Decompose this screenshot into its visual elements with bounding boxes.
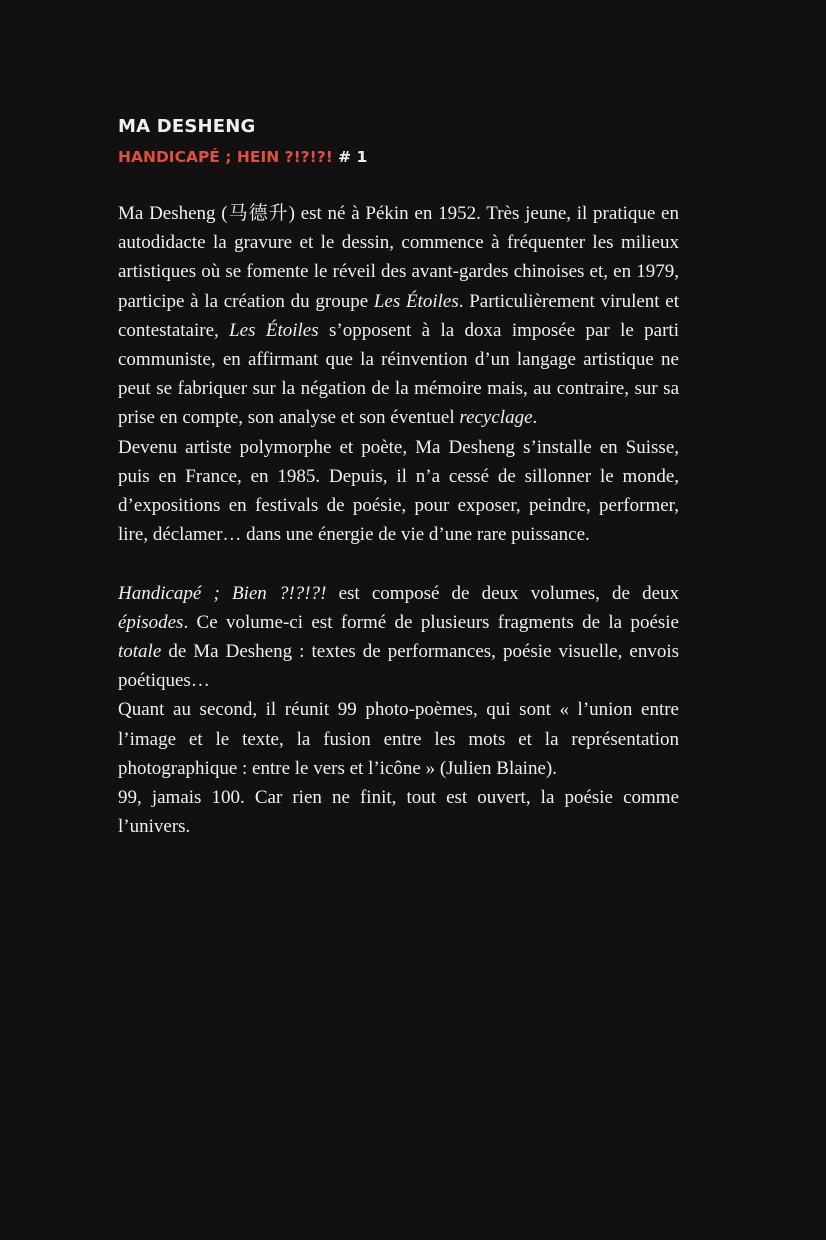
text-run: s’opposent à la doxa imposée par le parti communiste, en affirmant que la réinvention d’un langage artistique ne peut se fabriquer sur la négation de la mémoire mais, au contraire, sur sa prise en compte, son analyse et son éventuel bbox=[118, 319, 679, 429]
emphasis: recyclage bbox=[459, 407, 533, 429]
biography-paragraph-2: Devenu artiste polymorphe et poète, Ma Desheng s’installe en Suisse, puis en France, en 1985. Depuis, il n’a cessé de sillonner le monde, d’expositions en festivals de poésie, pour exposer, peindre, performer, lire, déclamer… dans une énergie de vie d’une rare puissance. bbox=[118, 436, 679, 546]
description-paragraph-3: 99, jamais 100. Car rien ne finit, tout est ouvert, la poésie comme l’univers. bbox=[118, 787, 679, 838]
description-paragraph-1 bbox=[118, 579, 679, 696]
group-name: Les Étoiles bbox=[373, 290, 459, 312]
book-title: HANDICAPÉ ; HEIN ?!?!?! bbox=[118, 148, 333, 166]
group-name: Les Étoiles bbox=[229, 319, 319, 341]
text-run: de Ma Desheng : textes de performances, poésie visuelle, envois poétiques… bbox=[118, 641, 679, 692]
description-paragraph-2: Quant au second, il réunit 99 photo-poèmes, qui sont « l’union entre l’image et le texte, la fusion entre les mots et la représentation photographique : entre le vers et l’icône » (Julien Blaine). bbox=[118, 699, 679, 779]
biography-section bbox=[118, 199, 679, 549]
volume-number: # 1 bbox=[332, 148, 368, 166]
biography-paragraph-1 bbox=[118, 199, 679, 433]
paragraph-spacer bbox=[118, 549, 679, 578]
book-subtitle bbox=[118, 146, 679, 168]
text-run: . bbox=[532, 407, 538, 429]
text-run: est composé de deux volumes, de deux bbox=[326, 582, 680, 604]
author-name: MA DESHENG bbox=[118, 116, 256, 137]
page-content bbox=[118, 114, 679, 841]
emphasis: totale bbox=[118, 641, 162, 663]
text-run: . Ce volume-ci est formé de plusieurs fragments de la poésie bbox=[183, 611, 679, 633]
book-description-section bbox=[118, 579, 679, 842]
emphasis: épisodes bbox=[118, 611, 184, 633]
text-run: . Particulièrement virulent et contestataire, bbox=[118, 290, 679, 341]
text-run: Ma Desheng (马德升) est né à Pékin en 1952. Très jeune, il pratique en autodidacte la gravure et le dessin, commence à fréquenter les milieux artistiques où se fomente le réveil des avant-gardes chinoises et, en 1979, participe à la création du groupe bbox=[118, 203, 679, 312]
book-title-italic: Handicapé ; Bien ?!?!?! bbox=[118, 582, 327, 604]
